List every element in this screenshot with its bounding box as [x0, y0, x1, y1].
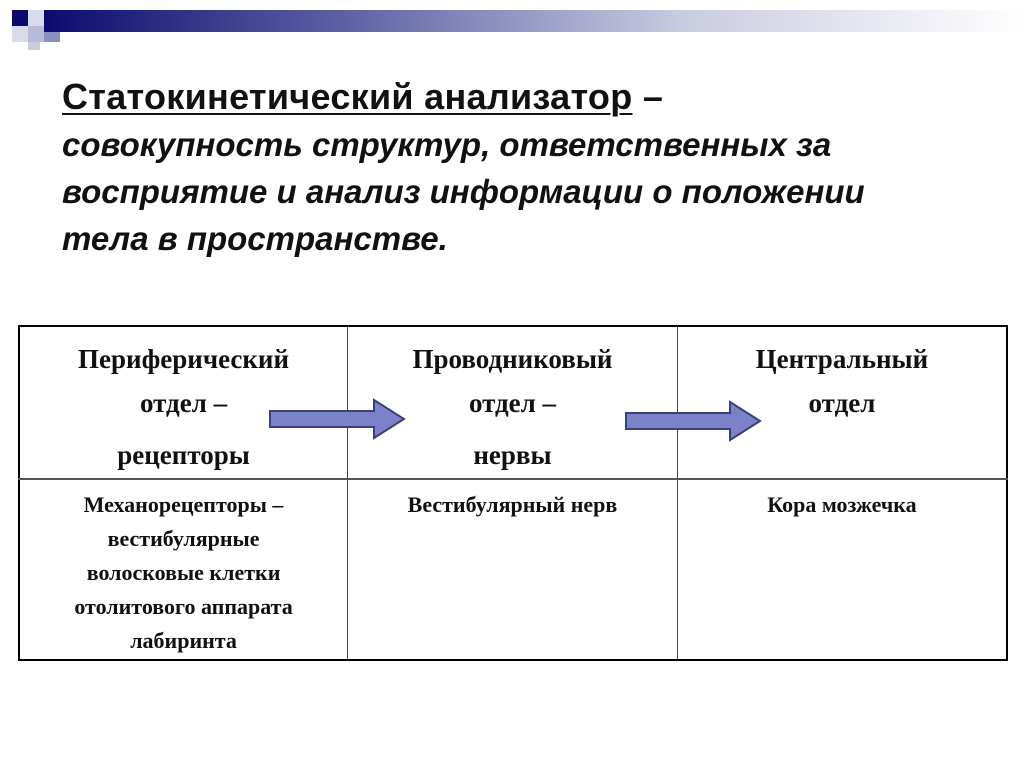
cell-nerve: [348, 479, 678, 660]
decor-square-dark: [12, 10, 28, 26]
cell-text: Вестибулярный нерв: [407, 492, 618, 517]
term-dash: –: [632, 76, 664, 117]
header-text: рецепторы: [117, 440, 250, 470]
decor-square-light: [28, 10, 44, 26]
analyzer-scheme-table: [18, 325, 1008, 661]
cell-text: отолитового аппарата: [74, 594, 293, 619]
slide-header-decoration: [0, 0, 1024, 48]
decor-gradient-band: [44, 10, 1024, 32]
cell-text: вестибулярные: [107, 526, 260, 551]
header-text: Проводниковый: [412, 344, 613, 374]
header-text: отдел: [808, 388, 876, 418]
decor-square-light: [28, 26, 44, 42]
definition-line: совокупность структур, ответственных за: [62, 126, 832, 163]
decor-square-light: [12, 26, 28, 42]
arrow-right-icon: [624, 400, 764, 442]
decor-square-pale: [28, 42, 40, 50]
cell-text: Кора мозжечка: [767, 492, 917, 517]
table-header-row: [19, 326, 1007, 479]
definition-line: восприятие и анализ информации о положении: [62, 173, 865, 210]
slide-title: [62, 74, 962, 120]
header-text: нервы: [473, 440, 552, 470]
slide-title-block: [62, 74, 962, 261]
term-name: Статокинетический анализатор: [62, 76, 633, 117]
header-text: Центральный: [755, 344, 929, 374]
header-text: отдел –: [468, 388, 557, 418]
header-text: Периферический: [78, 344, 290, 374]
arrow-right-icon: [268, 398, 408, 440]
cell-receptors: [19, 479, 348, 660]
header-text: отдел –: [140, 388, 228, 418]
table-row: [19, 479, 1007, 660]
cell-cortex: [677, 479, 1007, 660]
cell-text: Механорецепторы –: [83, 492, 284, 517]
definition-line: тела в пространстве.: [62, 220, 448, 257]
cell-text: волосковые клетки: [86, 560, 281, 585]
cell-text: лабиринта: [130, 628, 237, 653]
